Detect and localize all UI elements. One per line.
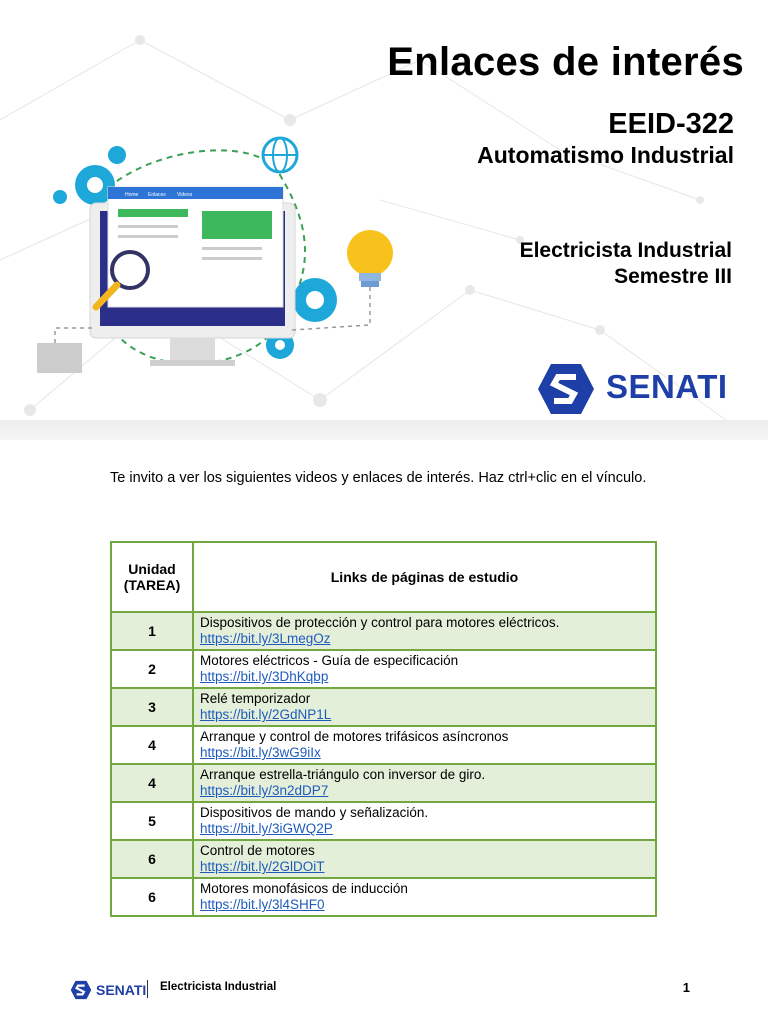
link-title: Relé temporizador	[200, 691, 311, 706]
intro-text: Te invito a ver los siguientes videos y enlaces de interés. Haz ctrl+clic en el vínculo.	[110, 470, 647, 486]
col-links-header: Links de páginas de estudio	[193, 542, 656, 612]
study-link[interactable]: https://bit.ly/3n2dDP7	[200, 783, 329, 798]
links-table	[110, 541, 657, 917]
globe-icon	[263, 138, 297, 172]
cover-header	[0, 0, 768, 440]
table-row	[111, 726, 656, 764]
study-link[interactable]: https://bit.ly/3LmegOz	[200, 631, 331, 646]
table-row	[111, 840, 656, 878]
course-name: Automatismo Industrial	[477, 142, 734, 168]
link-title: Control de motores	[200, 843, 315, 858]
table-row	[111, 688, 656, 726]
semester-label: Semestre III	[614, 265, 732, 288]
illus-nav-links: Enlaces	[148, 192, 166, 198]
link-title: Dispositivos de protección y control para motores eléctricos.	[200, 615, 560, 630]
unit-cell: 3	[111, 688, 193, 726]
computer-illustration	[30, 135, 410, 385]
table-row	[111, 650, 656, 688]
study-link[interactable]: https://bit.ly/2GlDOiT	[200, 859, 325, 874]
illus-nav-home: Home	[125, 192, 139, 198]
footer-career: Electricista Industrial	[160, 981, 277, 993]
link-cell	[193, 802, 656, 840]
table-row	[111, 764, 656, 802]
link-cell	[193, 764, 656, 802]
study-link[interactable]: https://bit.ly/3DhKqbp	[200, 669, 329, 684]
link-cell	[193, 688, 656, 726]
course-code: EEID-322	[608, 108, 734, 140]
unit-cell: 6	[111, 840, 193, 878]
senati-logo	[536, 362, 736, 416]
study-link[interactable]: https://bit.ly/3iGWQ2P	[200, 821, 333, 836]
link-title: Dispositivos de mando y señalización.	[200, 805, 429, 820]
unit-cell: 4	[111, 726, 193, 764]
unit-cell: 1	[111, 612, 193, 650]
link-title: Arranque y control de motores trifásicos asíncronos	[200, 729, 509, 744]
study-link[interactable]: https://bit.ly/3wG9iIx	[200, 745, 321, 760]
link-title: Motores eléctricos - Guía de especificación	[200, 653, 459, 668]
study-link[interactable]: https://bit.ly/3l4SHF0	[200, 897, 325, 912]
table-header-row	[111, 542, 656, 612]
footer-logo-text: SENATI	[96, 982, 147, 998]
header-shadow	[0, 420, 768, 440]
unit-cell: 4	[111, 764, 193, 802]
page-footer	[70, 978, 690, 1002]
link-cell	[193, 612, 656, 650]
table-row	[111, 878, 656, 916]
illus-nav-videos: Videos	[177, 192, 193, 198]
table-row	[111, 612, 656, 650]
unit-cell: 5	[111, 802, 193, 840]
senati-logo-icon	[536, 362, 596, 416]
page-number: 1	[682, 980, 690, 995]
senati-logo-icon	[70, 980, 92, 1000]
study-link[interactable]: https://bit.ly/2GdNP1L	[200, 707, 332, 722]
table-row	[111, 802, 656, 840]
link-cell	[193, 650, 656, 688]
link-cell	[193, 726, 656, 764]
career-name: Electricista Industrial	[519, 239, 732, 262]
unit-cell: 2	[111, 650, 193, 688]
link-cell	[193, 878, 656, 916]
connector-icon	[37, 328, 92, 373]
footer-divider	[147, 980, 148, 998]
link-cell	[193, 840, 656, 878]
footer-logo	[70, 980, 150, 1000]
senati-logo-text: SENATI	[606, 368, 728, 405]
col-unit-header: Unidad (TAREA)	[111, 542, 193, 612]
unit-cell: 6	[111, 878, 193, 916]
link-title: Arranque estrella-triángulo con inversor de giro.	[200, 767, 486, 782]
link-title: Motores monofásicos de inducción	[200, 881, 408, 896]
page-title: Enlaces de interés	[387, 40, 744, 84]
